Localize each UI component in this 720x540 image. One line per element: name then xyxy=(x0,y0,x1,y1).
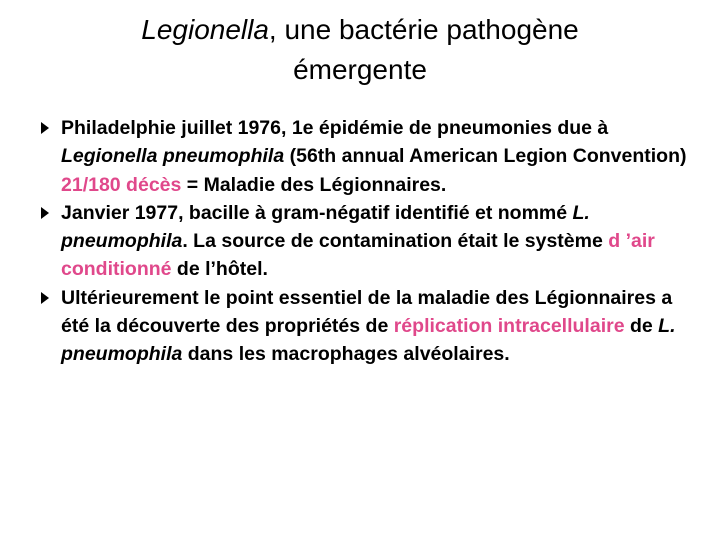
bullet-text: (56th annual American Legion Convention) xyxy=(284,145,687,168)
triangle-right-icon xyxy=(41,122,49,134)
bullet-list xyxy=(36,114,696,369)
bullet-italic: Legionella pneumophila xyxy=(61,145,285,168)
triangle-right-icon xyxy=(41,292,49,304)
title-rest: , une bactérie pathogène xyxy=(268,14,579,45)
bullet-highlight: d ’air conditionné xyxy=(61,230,655,281)
bullet-text: Ultérieurement le point essentiel de la maladie des Légionnaires a été la découverte des propriétés de xyxy=(61,286,673,338)
bullet-item xyxy=(36,199,696,284)
bullet-italic: L. pneumophila xyxy=(61,201,590,253)
bullet-text: = Maladie des Légionnaires. xyxy=(181,173,447,196)
bullet-highlight: 21/180 décès xyxy=(61,173,182,196)
bullet-italic: L. pneumophila xyxy=(61,315,676,366)
slide-title xyxy=(60,10,660,90)
bullet-text: dans les macrophages alvéolaires. xyxy=(182,343,510,366)
bullet-item xyxy=(36,284,696,369)
title-italic: Legionella xyxy=(141,14,269,45)
bullet-text: Philadelphie juillet 1976, 1e épidémie de pneumonies due à xyxy=(61,117,609,139)
bullet-highlight: réplication intracellulaire xyxy=(393,315,625,338)
bullet-item xyxy=(36,114,696,199)
bullet-text: . La source de contamination était le système xyxy=(182,230,609,253)
bullet-text: de xyxy=(624,315,659,338)
title-line2: émergente xyxy=(293,54,427,85)
bullet-text: de l’hôtel. xyxy=(171,258,268,281)
bullet-text: Janvier 1977, bacille à gram-négatif identifié et nommé xyxy=(61,201,573,224)
triangle-right-icon xyxy=(41,207,49,219)
